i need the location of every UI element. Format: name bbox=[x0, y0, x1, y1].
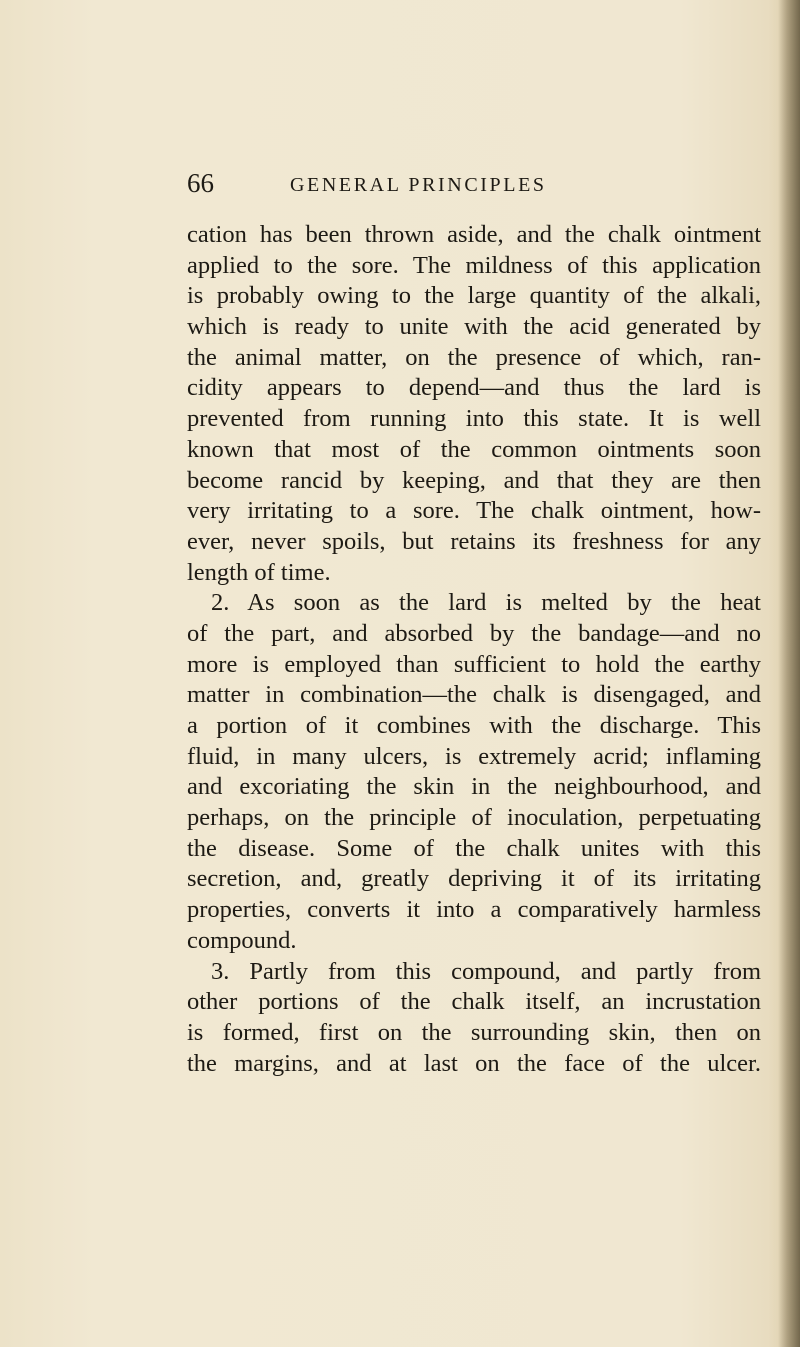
text-line: which is ready to unite with the acid generated by bbox=[187, 313, 761, 341]
body-text bbox=[187, 220, 761, 1079]
text-line: is probably owing to the large quantity of the alkali, bbox=[187, 282, 761, 310]
page-number: 66 bbox=[187, 168, 214, 198]
text-line: 2. As soon as the lard is melted by the heat bbox=[211, 589, 761, 617]
text-line: prevented from running into this state. It is well bbox=[187, 405, 761, 433]
text-line: the animal matter, on the presence of which, ran- bbox=[187, 343, 761, 371]
text-line: cidity appears to depend—and thus the lard is bbox=[187, 374, 761, 402]
text-line: fluid, in many ulcers, is extremely acrid; inflaming bbox=[187, 742, 761, 770]
text-line: ever, never spoils, but retains its freshness for any bbox=[187, 527, 761, 555]
page-gutter-shadow bbox=[778, 0, 800, 1347]
text-line: compound. bbox=[187, 926, 297, 954]
text-line: more is employed than sufficient to hold the earthy bbox=[187, 650, 761, 678]
running-head: GENERAL PRINCIPLES bbox=[290, 174, 547, 196]
text-line: applied to the sore. The mildness of this application bbox=[187, 251, 761, 279]
text-line: secretion, and, greatly depriving it of its irritating bbox=[187, 865, 761, 893]
text-line: 3. Partly from this compound, and partly from bbox=[211, 957, 761, 985]
text-line: and excoriating the skin in the neighbourhood, and bbox=[187, 773, 761, 801]
text-line: become rancid by keeping, and that they are then bbox=[187, 466, 761, 494]
text-line: a portion of it combines with the discharge. This bbox=[187, 712, 761, 739]
text-line: is formed, first on the surrounding skin, then on bbox=[187, 1018, 761, 1046]
text-line: other portions of the chalk itself, an incrustation bbox=[187, 988, 761, 1016]
text-line: perhaps, on the principle of inoculation, perpetuating bbox=[187, 804, 761, 832]
page-header bbox=[187, 168, 747, 204]
text-line: matter in combination—the chalk is disengaged, and bbox=[187, 681, 761, 709]
text-line: cation has been thrown aside, and the chalk ointment bbox=[187, 221, 761, 248]
text-line: length of time. bbox=[187, 558, 331, 586]
text-line: the margins, and at last on the face of the ulcer. bbox=[187, 1049, 761, 1077]
text-line: of the part, and absorbed by the bandage—and no bbox=[187, 619, 761, 647]
text-line: known that most of the common ointments soon bbox=[187, 435, 761, 463]
text-line: the disease. Some of the chalk unites with this bbox=[187, 834, 761, 862]
text-line: very irritating to a sore. The chalk ointment, how- bbox=[187, 497, 761, 525]
text-line: properties, converts it into a comparatively harmless bbox=[187, 896, 761, 924]
